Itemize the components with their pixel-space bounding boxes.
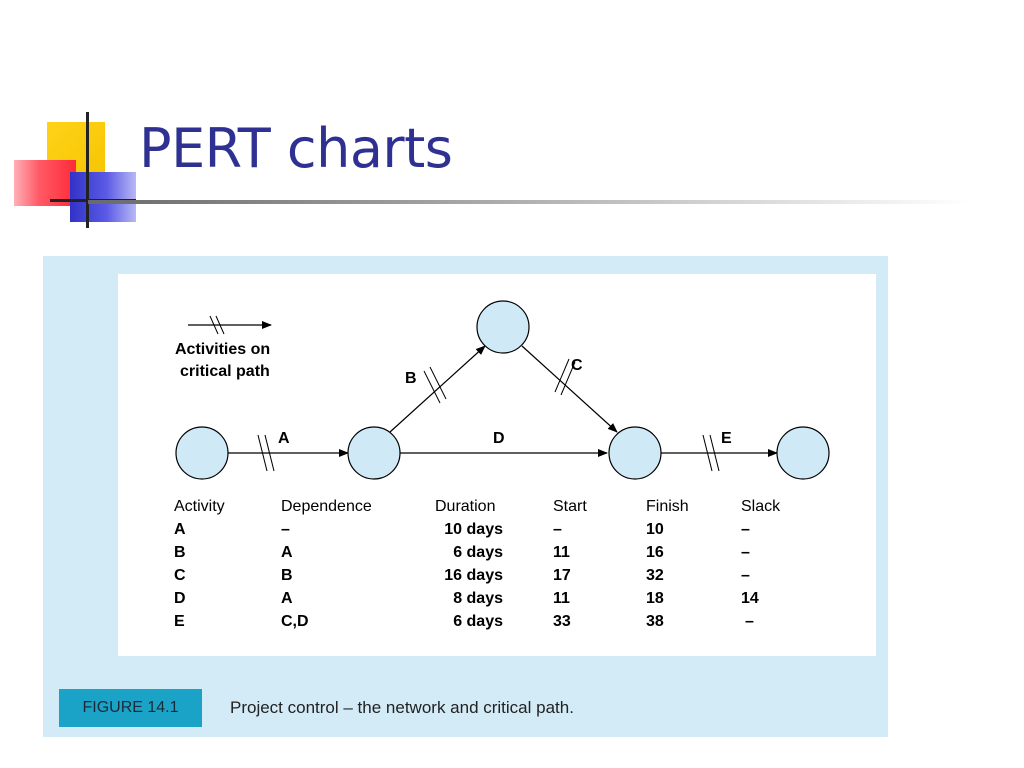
edge-label-b: B bbox=[405, 370, 417, 387]
table-cell-activity: D bbox=[174, 590, 186, 607]
table-cell-activity: B bbox=[174, 544, 186, 561]
table-cell-duration: 6 days bbox=[453, 544, 503, 561]
table-cell-dependence: B bbox=[281, 567, 293, 584]
legend-label-line1: Activities on bbox=[175, 341, 271, 358]
table-cell-slack: 14 bbox=[741, 590, 759, 607]
edge-label-e: E bbox=[721, 430, 732, 447]
table-cell-finish: 10 bbox=[646, 521, 664, 538]
title-bullet-blue-square bbox=[70, 172, 136, 222]
figure-canvas bbox=[118, 274, 876, 656]
table-header-cell: Start bbox=[553, 498, 587, 515]
table-header-cell: Dependence bbox=[281, 498, 372, 515]
node bbox=[777, 427, 829, 479]
table-row bbox=[174, 613, 754, 630]
table-cell-start: 17 bbox=[553, 567, 571, 584]
table-row bbox=[174, 544, 750, 561]
table-cell-activity: A bbox=[174, 521, 186, 538]
table-header-cell: Finish bbox=[646, 498, 689, 515]
table-cell-activity: E bbox=[174, 613, 185, 630]
node bbox=[176, 427, 228, 479]
table-cell-finish: 38 bbox=[646, 613, 664, 630]
pert-diagram bbox=[118, 274, 876, 656]
table-header-cell: Duration bbox=[435, 498, 496, 515]
figure-caption-tag: FIGURE 14.1 bbox=[59, 689, 202, 727]
figure-caption-text: Project control – the network and critical path. bbox=[230, 698, 574, 717]
table-cell-duration: 10 days bbox=[444, 521, 503, 538]
table-header-row bbox=[174, 498, 781, 515]
table-cell-activity: C bbox=[174, 567, 186, 584]
edge-b-critical-tick bbox=[424, 371, 440, 403]
table-row bbox=[174, 521, 750, 538]
edge-label-d: D bbox=[493, 430, 505, 447]
table-header-cell: Slack bbox=[741, 498, 781, 515]
edge-labels bbox=[278, 357, 732, 447]
table-row bbox=[174, 590, 759, 607]
table-cell-duration: 6 days bbox=[453, 613, 503, 630]
edge-c bbox=[522, 346, 617, 432]
table-cell-finish: 32 bbox=[646, 567, 664, 584]
activity-table bbox=[174, 498, 781, 630]
table-cell-dependence: C,D bbox=[281, 613, 309, 630]
title-bullet-vertical-line bbox=[86, 112, 89, 228]
table-cell-dependence: A bbox=[281, 544, 293, 561]
table-cell-start: – bbox=[553, 521, 562, 538]
table-cell-start: 11 bbox=[553, 590, 570, 607]
table-cell-finish: 16 bbox=[646, 544, 664, 561]
edge-label-a: A bbox=[278, 430, 290, 447]
table-header-cell: Activity bbox=[174, 498, 225, 515]
edge-label-c: C bbox=[571, 357, 583, 374]
legend-label-line2: critical path bbox=[180, 363, 270, 380]
network-nodes bbox=[176, 301, 829, 479]
table-cell-slack: – bbox=[741, 521, 750, 538]
table-cell-finish: 18 bbox=[646, 590, 664, 607]
node bbox=[348, 427, 400, 479]
table-cell-slack: – bbox=[741, 567, 750, 584]
table-cell-duration: 16 days bbox=[444, 567, 503, 584]
table-row bbox=[174, 567, 750, 584]
page-title: PERT charts bbox=[139, 117, 453, 180]
network-edges bbox=[228, 346, 777, 471]
table-cell-slack: – bbox=[745, 613, 754, 630]
table-cell-start: 11 bbox=[553, 544, 570, 561]
title-underline bbox=[88, 200, 968, 204]
node bbox=[609, 427, 661, 479]
node bbox=[477, 301, 529, 353]
table-cell-dependence: A bbox=[281, 590, 293, 607]
edge-b bbox=[390, 346, 485, 432]
table-cell-duration: 8 days bbox=[453, 590, 503, 607]
table-cell-slack: – bbox=[741, 544, 750, 561]
figure-panel bbox=[43, 256, 888, 737]
table-cell-dependence: – bbox=[281, 521, 290, 538]
legend bbox=[175, 316, 271, 380]
table-cell-start: 33 bbox=[553, 613, 571, 630]
